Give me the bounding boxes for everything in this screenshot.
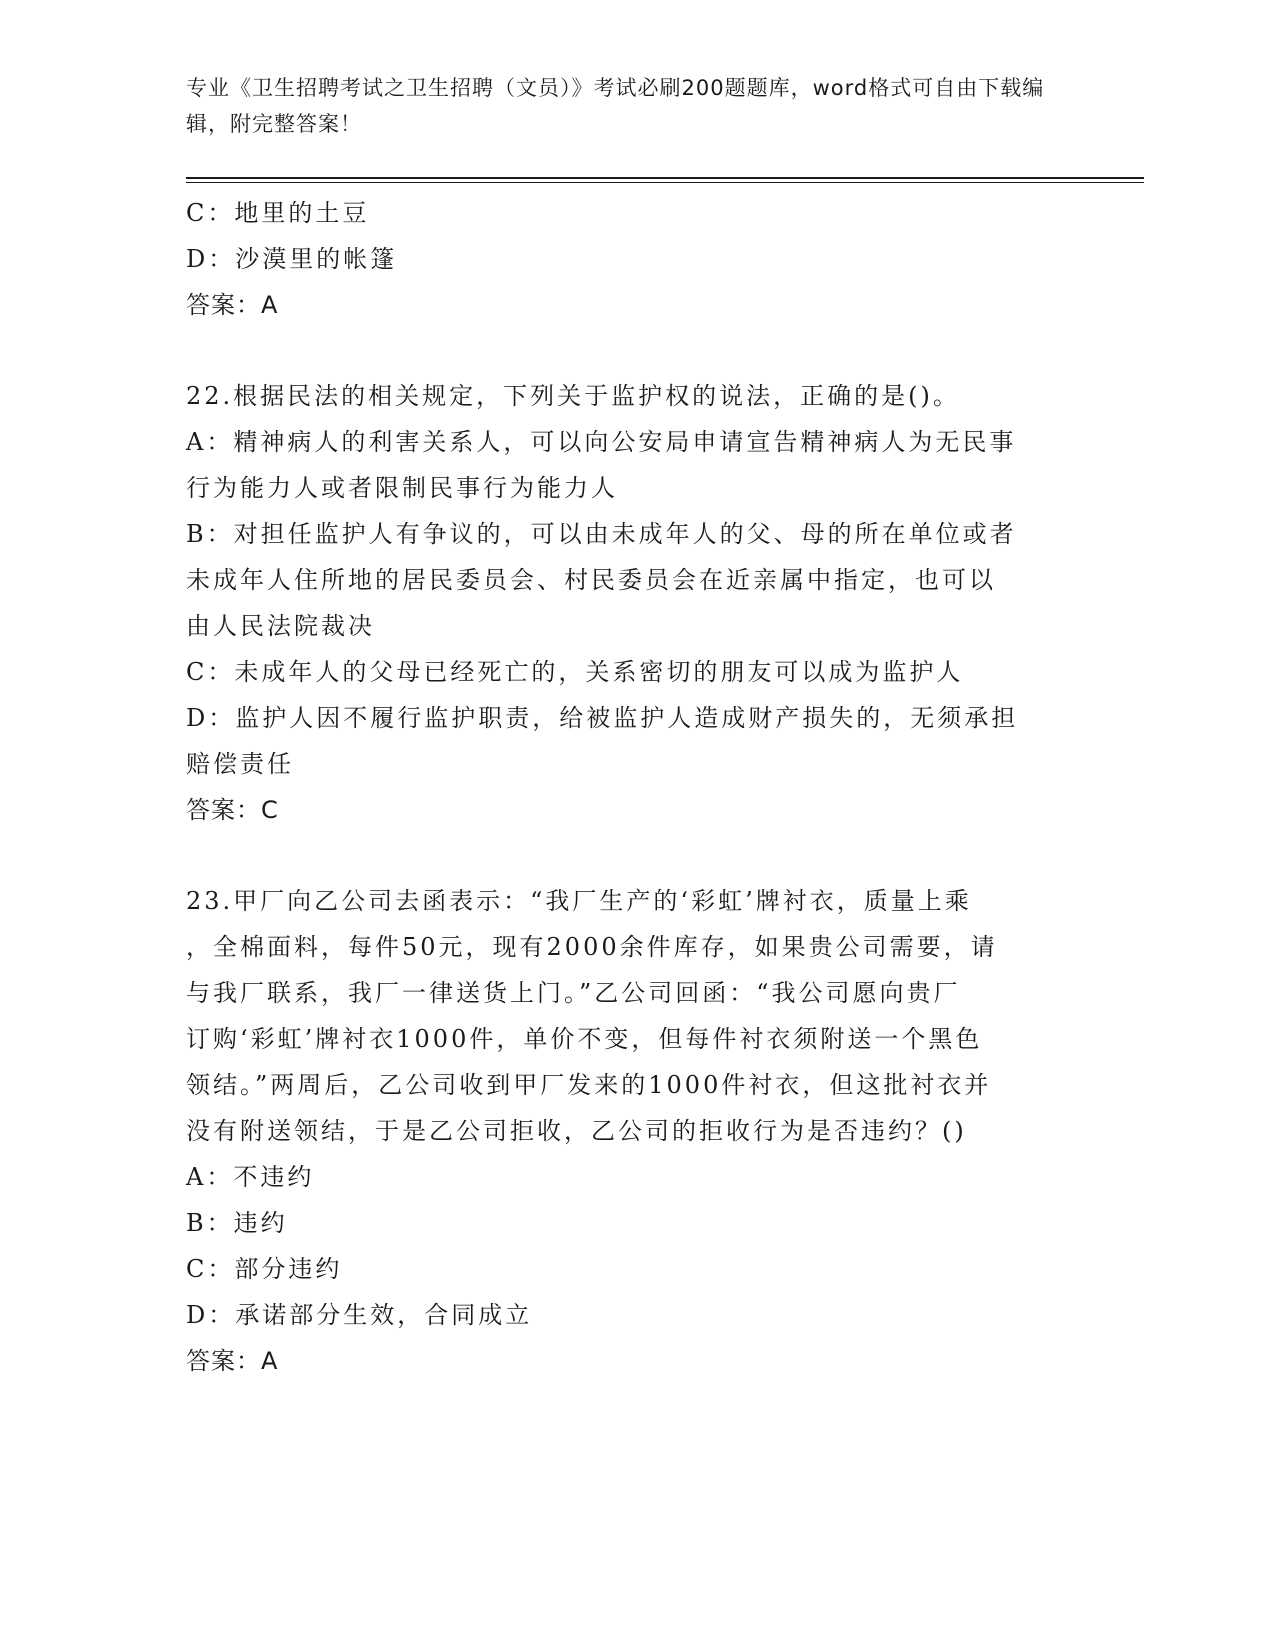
- option-d: D：沙漠里的帐篷: [186, 245, 398, 273]
- spacer: [186, 833, 1066, 878]
- document-header: 专业《卫生招聘考试之卫生招聘（文员）》考试必刷200题题库，word格式可自由下载编辑，附完整答案！: [186, 76, 1045, 136]
- question-stem-line-4: 订购‘彩虹’牌衬衣1000件，单价不变，但每件衬衣须附送一个黑色: [186, 1025, 983, 1053]
- option-a: A：不违约: [186, 1163, 315, 1191]
- question-stem-line-6: 没有附送领结，于是乙公司拒收，乙公司的拒收行为是否违约？(): [186, 1117, 967, 1145]
- answer: 答案：A: [186, 291, 279, 319]
- header-rule-thin: [186, 182, 1144, 183]
- question-22: [186, 373, 1066, 833]
- option-a-line-1: A：精神病人的利害关系人，可以向公安局申请宣告精神病人为无民事: [186, 428, 1017, 456]
- question-stem-line-5: 领结。”两周后，乙公司收到甲厂发来的1000件衬衣，但这批衬衣并: [186, 1071, 992, 1099]
- document-body: [186, 190, 1066, 1384]
- option-d-line-2: 赔偿责任: [186, 750, 294, 778]
- question-23: [186, 878, 1066, 1384]
- option-c: C：未成年人的父母已经死亡的，关系密切的朋友可以成为监护人: [186, 658, 964, 686]
- prev-question: [186, 190, 1066, 328]
- question-stem-line-3: 与我厂联系，我厂一律送货上门。”乙公司回函：“我公司愿向贵厂: [186, 979, 961, 1007]
- question-stem-line-1: 23.甲厂向乙公司去函表示：“我厂生产的‘彩虹’牌衬衣，质量上乘: [186, 887, 972, 915]
- option-b-line-3: 由人民法院裁决: [186, 612, 375, 640]
- option-b: B：违约: [186, 1209, 288, 1237]
- option-d: D：承诺部分生效，合同成立: [186, 1301, 533, 1329]
- option-b-line-2: 未成年人住所地的居民委员会、村民委员会在近亲属中指定，也可以: [186, 566, 996, 594]
- answer: 答案：A: [186, 1347, 279, 1375]
- spacer: [186, 328, 1066, 373]
- option-d-line-1: D：监护人因不履行监护职责，给被监护人造成财产损失的，无须承担: [186, 704, 1019, 732]
- answer: 答案：C: [186, 796, 279, 824]
- option-c: C：部分违约: [186, 1255, 343, 1283]
- question-stem-line-2: ，全棉面料，每件50元，现有2000余件库存，如果贵公司需要，请: [186, 933, 998, 961]
- question-stem: 22.根据民法的相关规定，下列关于监护权的说法，正确的是()。: [186, 382, 960, 410]
- header-rule-thick: [186, 177, 1144, 179]
- option-a-line-2: 行为能力人或者限制民事行为能力人: [186, 474, 618, 502]
- option-c: C：地里的土豆: [186, 199, 370, 227]
- option-b-line-1: B：对担任监护人有争议的，可以由未成年人的父、母的所在单位或者: [186, 520, 1017, 548]
